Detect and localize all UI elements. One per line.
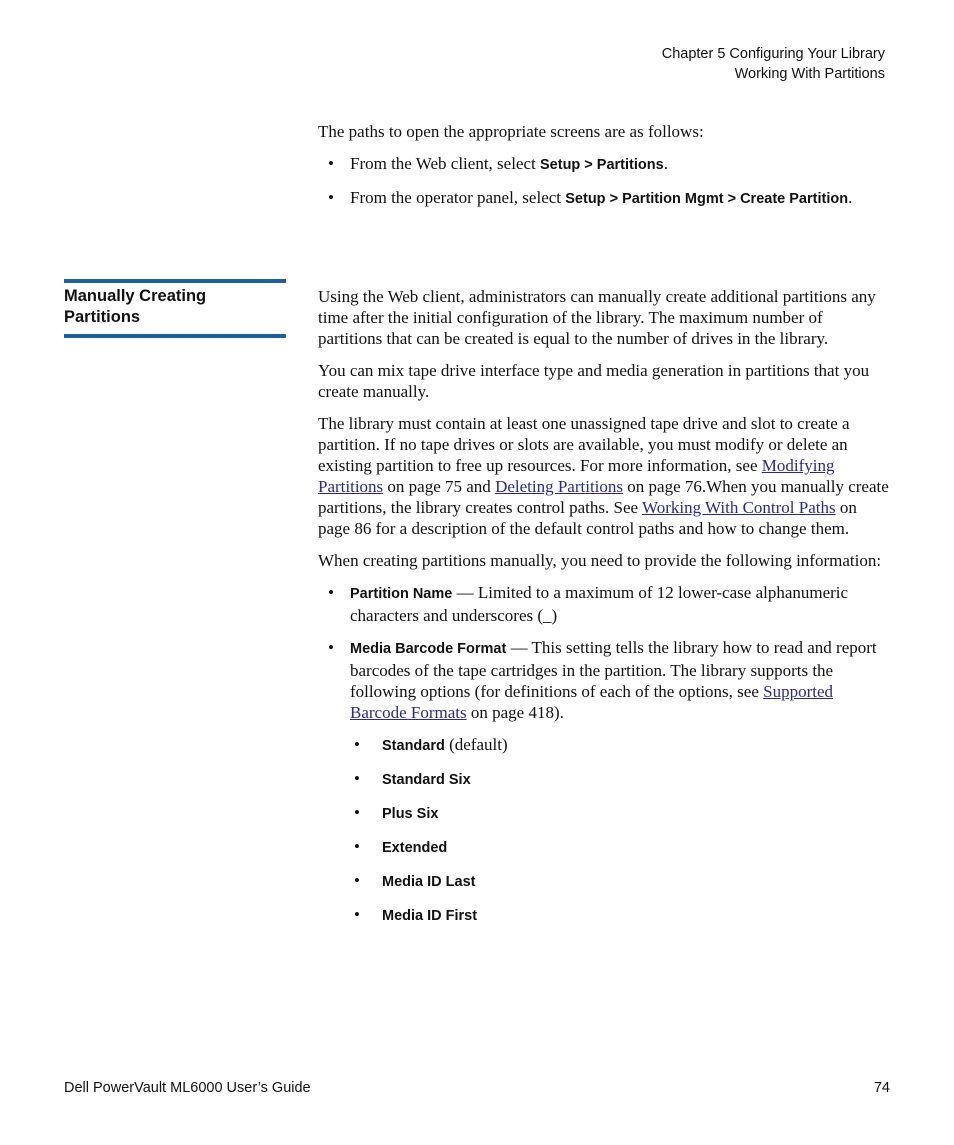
list-item xyxy=(318,802,890,825)
link-modifying-partitions[interactable]: Modifying Partitions xyxy=(318,456,835,496)
link-control-paths[interactable]: Working With Control Paths xyxy=(642,498,836,517)
link-barcode-formats[interactable]: Supported Barcode Formats xyxy=(350,682,834,722)
list-item: • Media Barcode Format — This setting tells the library how to read and report barcodes of the tape cartridges in the partition. The library supports the following options (for definitions of each of the options, see Supported Barcode Formats on page 418). xyxy=(328,638,877,722)
running-header xyxy=(662,44,885,84)
section-heading: Manually Creating Partitions xyxy=(64,287,207,326)
intro-block xyxy=(318,121,890,210)
list-item: • From the operator panel, select Setup > Partition Mgmt > Create Partition. xyxy=(328,188,853,207)
page-number: 74 xyxy=(873,1080,890,1096)
paragraph: Using the Web client, administrators can manually create additional partitions any time after the initial configuration of the library. The maximum number of partitions that can be created is equal to the number of drives in the library. xyxy=(318,287,876,348)
list-item xyxy=(318,904,890,927)
list-item: • Standard (default) xyxy=(354,735,508,754)
option-label: Extended xyxy=(382,840,448,856)
link-deleting-partitions[interactable]: Deleting Partitions xyxy=(495,477,624,496)
paragraph: When creating partitions manually, you need to provide the following information: xyxy=(318,551,882,570)
paragraph: The library must contain at least one unassigned tape drive and slot to create a partition. If no tape drives or slots are available, you must modify or delete an existing partition to free up resources. For more information, see Modifying Partitions on page 75 and Deleting Partitions on page 76.When you manually create partitions, the library creates control paths. See Working With Control Paths on page 86 for a description of the default control paths and how to change them. xyxy=(318,414,889,538)
heading-bottom-rule xyxy=(64,334,286,338)
intro-text: The paths to open the appropriate screens are as follows: xyxy=(318,122,704,141)
ui-path: Setup > Partitions xyxy=(540,157,664,173)
option-label: Plus Six xyxy=(382,806,439,822)
bullet-icon: • xyxy=(354,735,360,754)
section-heading-box xyxy=(64,279,286,338)
bullet-icon: • xyxy=(328,188,334,207)
main-content xyxy=(318,286,890,927)
bullet-icon: • xyxy=(354,871,360,890)
footer-title: Dell PowerVault ML6000 User’s Guide xyxy=(64,1080,311,1096)
option-label: Media ID First xyxy=(382,908,478,924)
bullet-icon: • xyxy=(328,154,334,173)
list-item: • Partition Name — Limited to a maximum of 12 lower-case alphanumeric characters and underscores (_) xyxy=(328,583,849,625)
paragraph: You can mix tape drive interface type and media generation in partitions that you create manually. xyxy=(318,361,870,401)
option-label: Media ID Last xyxy=(382,874,476,890)
ui-path: Setup > Partition Mgmt > Create Partition xyxy=(565,191,849,207)
bullet-icon: • xyxy=(328,638,334,657)
chapter-title: Chapter 5 Configuring Your Library xyxy=(661,46,885,62)
list-item xyxy=(318,768,890,791)
list-item: • From the Web client, select Setup > Partitions. xyxy=(328,154,668,173)
bullet-icon: • xyxy=(354,837,360,856)
term: Partition Name xyxy=(350,586,453,602)
option-label: Standard Six xyxy=(382,772,471,788)
bullet-icon: • xyxy=(354,905,360,924)
option-label: Standard xyxy=(382,738,445,754)
bullet-icon: • xyxy=(354,769,360,788)
bullet-icon: • xyxy=(328,583,334,602)
list-item xyxy=(318,836,890,859)
bullet-icon: • xyxy=(354,803,360,822)
list-item xyxy=(318,870,890,893)
section-title: Working With Partitions xyxy=(734,66,885,82)
term: Media Barcode Format xyxy=(350,641,507,657)
